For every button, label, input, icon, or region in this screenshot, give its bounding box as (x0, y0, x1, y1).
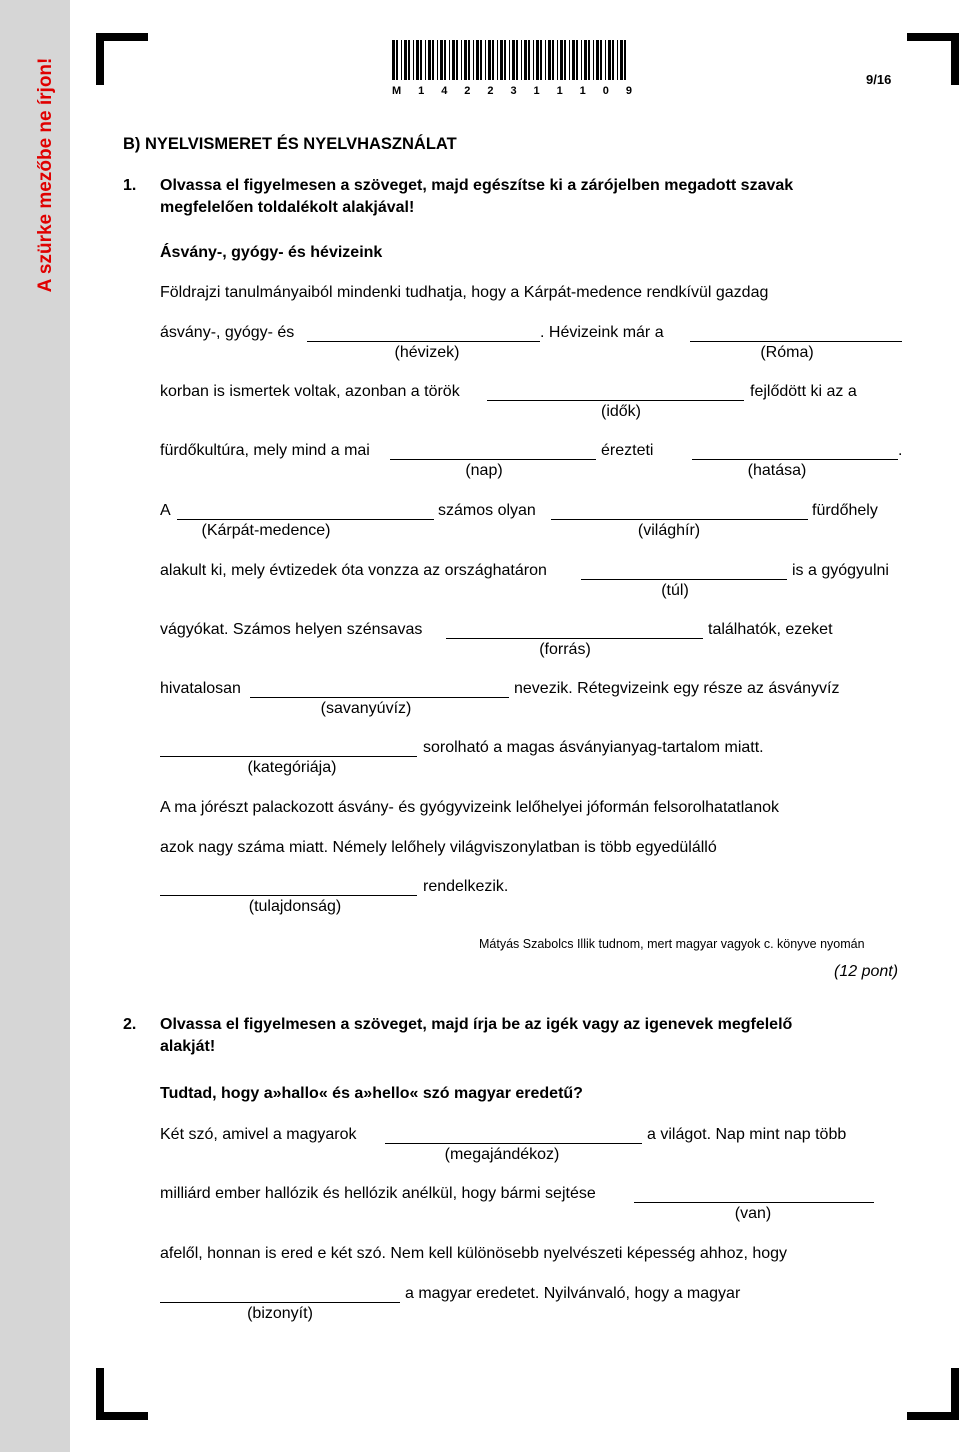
barcode-bar (588, 40, 590, 80)
text-line: sorolható a magas ásványianyag-tartalom miatt. (423, 739, 764, 756)
section-title: B) NYELVISMERET ÉS NYELVHASZNÁLAT (123, 135, 457, 153)
barcode-bar (576, 40, 578, 80)
barcode-bar (528, 40, 530, 80)
barcode-digit: 0 (602, 85, 609, 97)
barcode-image (392, 40, 632, 80)
word-hint: (tulajdonság) (248, 898, 342, 915)
text-line: nevezik. Rétegvizeink egy része az ásványvíz (514, 680, 840, 697)
barcode-bar (468, 40, 470, 80)
task2-number: 2. (123, 1016, 137, 1033)
barcode-bar (557, 40, 558, 80)
barcode-bar (533, 40, 534, 80)
barcode-bar (408, 40, 410, 80)
barcode-bar (428, 40, 431, 80)
barcode-bar (473, 40, 474, 80)
word-hint: (hatása) (747, 462, 807, 479)
barcode-bar (444, 40, 446, 80)
barcode-bar (536, 40, 539, 80)
text-line: is a gyógyulni (792, 562, 889, 579)
barcode-bar (461, 40, 462, 80)
barcode-digit: 1 (556, 85, 563, 97)
barcode-bar (620, 40, 623, 80)
answer-blank[interactable] (581, 579, 787, 580)
text-line: afelől, honnan is ered e két szó. Nem kell különösebb nyelvészeti képesség ahhoz, hogy (160, 1245, 788, 1262)
corner-mark-top-left (96, 33, 148, 85)
text-line: rendelkezik. (423, 878, 509, 895)
barcode-bar (504, 40, 506, 80)
barcode-bar (464, 40, 467, 80)
barcode-bar (420, 40, 422, 80)
answer-blank[interactable] (307, 341, 540, 342)
barcode-bar (456, 40, 458, 80)
source-citation: Mátyás Szabolcs Illik tudnom, mert magyar vagyok c. könyve nyomán (479, 937, 865, 951)
answer-blank[interactable] (692, 459, 898, 460)
barcode-digit: 1 (418, 85, 425, 97)
barcode-bar (545, 40, 546, 80)
barcode-bar (584, 40, 587, 80)
text-line: számos olyan (438, 502, 536, 519)
barcode-bar (416, 40, 419, 80)
answer-blank[interactable] (160, 895, 417, 896)
word-hint: (forrás) (539, 641, 591, 658)
barcode-bar (432, 40, 434, 80)
word-hint: (van) (734, 1205, 772, 1222)
barcode-bar (492, 40, 494, 80)
answer-blank[interactable] (487, 400, 744, 401)
corner-mark-top-right (907, 33, 959, 85)
word-hint: (hévizek) (394, 344, 460, 361)
barcode-bar (452, 40, 455, 80)
barcode-digit: 2 (464, 85, 471, 97)
barcode-bar (624, 40, 626, 80)
barcode-bar (605, 40, 606, 80)
text-line: azok nagy száma miatt. Némely lelőhely világviszonylatban is több egyedülálló (160, 839, 717, 856)
text-line: a világot. Nap mint nap több (647, 1126, 847, 1143)
barcode-bar (617, 40, 618, 80)
answer-blank[interactable] (160, 756, 417, 757)
text-line: milliárd ember hallózik és hellózik anélkül, hogy bármi sejtése (160, 1185, 596, 1202)
barcode-bar (425, 40, 426, 80)
barcode-bar (488, 40, 491, 80)
text-line: alakult ki, mely évtizedek óta vonzza az országhatáron (160, 562, 547, 579)
barcode-bar (608, 40, 611, 80)
text-line: A (160, 502, 171, 519)
text-line: hivatalosan (160, 680, 241, 697)
word-hint: (savanyúvíz) (320, 700, 412, 717)
barcode-bar (552, 40, 554, 80)
word-hint: (bizonyít) (247, 1305, 313, 1322)
barcode-bar (392, 40, 395, 80)
word-hint: (megajándékoz) (444, 1146, 560, 1163)
task1-text-title: Ásvány-, gyógy- és hévizeink (160, 244, 383, 261)
barcode-digit: 9 (625, 85, 632, 97)
text-line: találhatók, ezeket (708, 621, 833, 638)
barcode-digit: 2 (487, 85, 494, 97)
answer-blank[interactable] (390, 459, 596, 460)
answer-blank[interactable] (177, 519, 434, 520)
task2-instruction: Olvassa el figyelmesen a szöveget, majd írja be az igék vagy az igenevek megfelelő (160, 1016, 793, 1033)
barcode-bar (476, 40, 479, 80)
page-number: 9/16 (866, 72, 892, 87)
word-hint: (nap) (465, 462, 503, 479)
barcode-bar (500, 40, 503, 80)
barcode-bar (596, 40, 599, 80)
barcode-bar (516, 40, 518, 80)
text-line: fejlődött ki az a (750, 383, 857, 400)
barcode-bar (560, 40, 563, 80)
barcode-bar (524, 40, 527, 80)
answer-blank[interactable] (160, 1302, 400, 1303)
barcode-bar (437, 40, 438, 80)
points-label: (12 pont) (834, 963, 899, 980)
word-hint: (Róma) (760, 344, 814, 361)
barcode-digit: 1 (579, 85, 586, 97)
barcode-bar (396, 40, 398, 80)
text-line: Földrajzi tanulmányaiból mindenki tudhatja, hogy a Kárpát-medence rendkívül gazdag (160, 284, 769, 301)
barcode-bar (449, 40, 450, 80)
answer-blank[interactable] (385, 1143, 642, 1144)
text-line: fürdőkultúra, mely mind a mai (160, 442, 370, 459)
barcode-bar (600, 40, 602, 80)
answer-blank[interactable] (551, 519, 808, 520)
text-line: . (898, 442, 903, 459)
barcode-bar (497, 40, 498, 80)
answer-blank[interactable] (250, 697, 509, 698)
word-hint: (túl) (661, 582, 689, 599)
barcode-bar (401, 40, 402, 80)
barcode-number (392, 85, 632, 97)
barcode-bar (548, 40, 551, 80)
text-line: Két szó, amivel a magyarok (160, 1126, 357, 1143)
text-line: ásvány-, gyógy- és (160, 324, 295, 341)
barcode-bar (569, 40, 570, 80)
barcode-digit: 1 (533, 85, 540, 97)
text-line: vágyókat. Számos helyen szénsavas (160, 621, 423, 638)
task1-number: 1. (123, 177, 137, 194)
text-line: A ma jórészt palackozott ásvány- és gyógyvizeink lelőhelyei jóformán felsorolhatatlanok (160, 799, 779, 816)
corner-mark-bottom-left (96, 1368, 148, 1420)
barcode-bar (480, 40, 482, 80)
barcode-bar (572, 40, 575, 80)
barcode-bar (612, 40, 614, 80)
barcode-bar (440, 40, 443, 80)
barcode-bar (485, 40, 486, 80)
barcode-bar (413, 40, 414, 80)
barcode-digit: 4 (441, 85, 448, 97)
task1-instruction: Olvassa el figyelmesen a szöveget, majd egészítse ki a zárójelben megadott szavak (160, 177, 794, 194)
text-line: fürdőhely (812, 502, 878, 519)
word-hint: (kategóriája) (247, 759, 337, 776)
barcode-bar (581, 40, 582, 80)
text-line: korban is ismertek voltak, azonban a török (160, 383, 460, 400)
answer-blank[interactable] (690, 341, 902, 342)
task2-instruction-cont: alakját! (160, 1038, 216, 1055)
barcode-digit: M (392, 85, 402, 97)
answer-blank[interactable] (634, 1202, 874, 1203)
barcode-bar (593, 40, 594, 80)
word-hint: (Kárpát-medence) (201, 522, 331, 539)
word-hint: (idők) (600, 403, 642, 420)
barcode-bar (521, 40, 522, 80)
barcode-bar (564, 40, 566, 80)
word-hint: (világhír) (637, 522, 701, 539)
text-line: a magyar eredetet. Nyilvánvaló, hogy a magyar (405, 1285, 741, 1302)
margin-warning: A szürke mezőbe ne írjon! (35, 57, 56, 293)
barcode-bar (509, 40, 510, 80)
text-line: . Hévizeink már a (540, 324, 664, 341)
task2-text-title: Tudtad, hogy a»hallo« és a»hello« szó magyar eredetű? (160, 1085, 583, 1102)
text-line: érezteti (601, 442, 654, 459)
barcode-digit: 3 (510, 85, 517, 97)
barcode-bar (512, 40, 515, 80)
answer-blank[interactable] (446, 638, 703, 639)
task1-instruction-cont: megfelelően toldalékolt alakjával! (160, 199, 415, 216)
barcode-bar (404, 40, 407, 80)
corner-mark-bottom-right (907, 1368, 959, 1420)
barcode-bar (540, 40, 542, 80)
